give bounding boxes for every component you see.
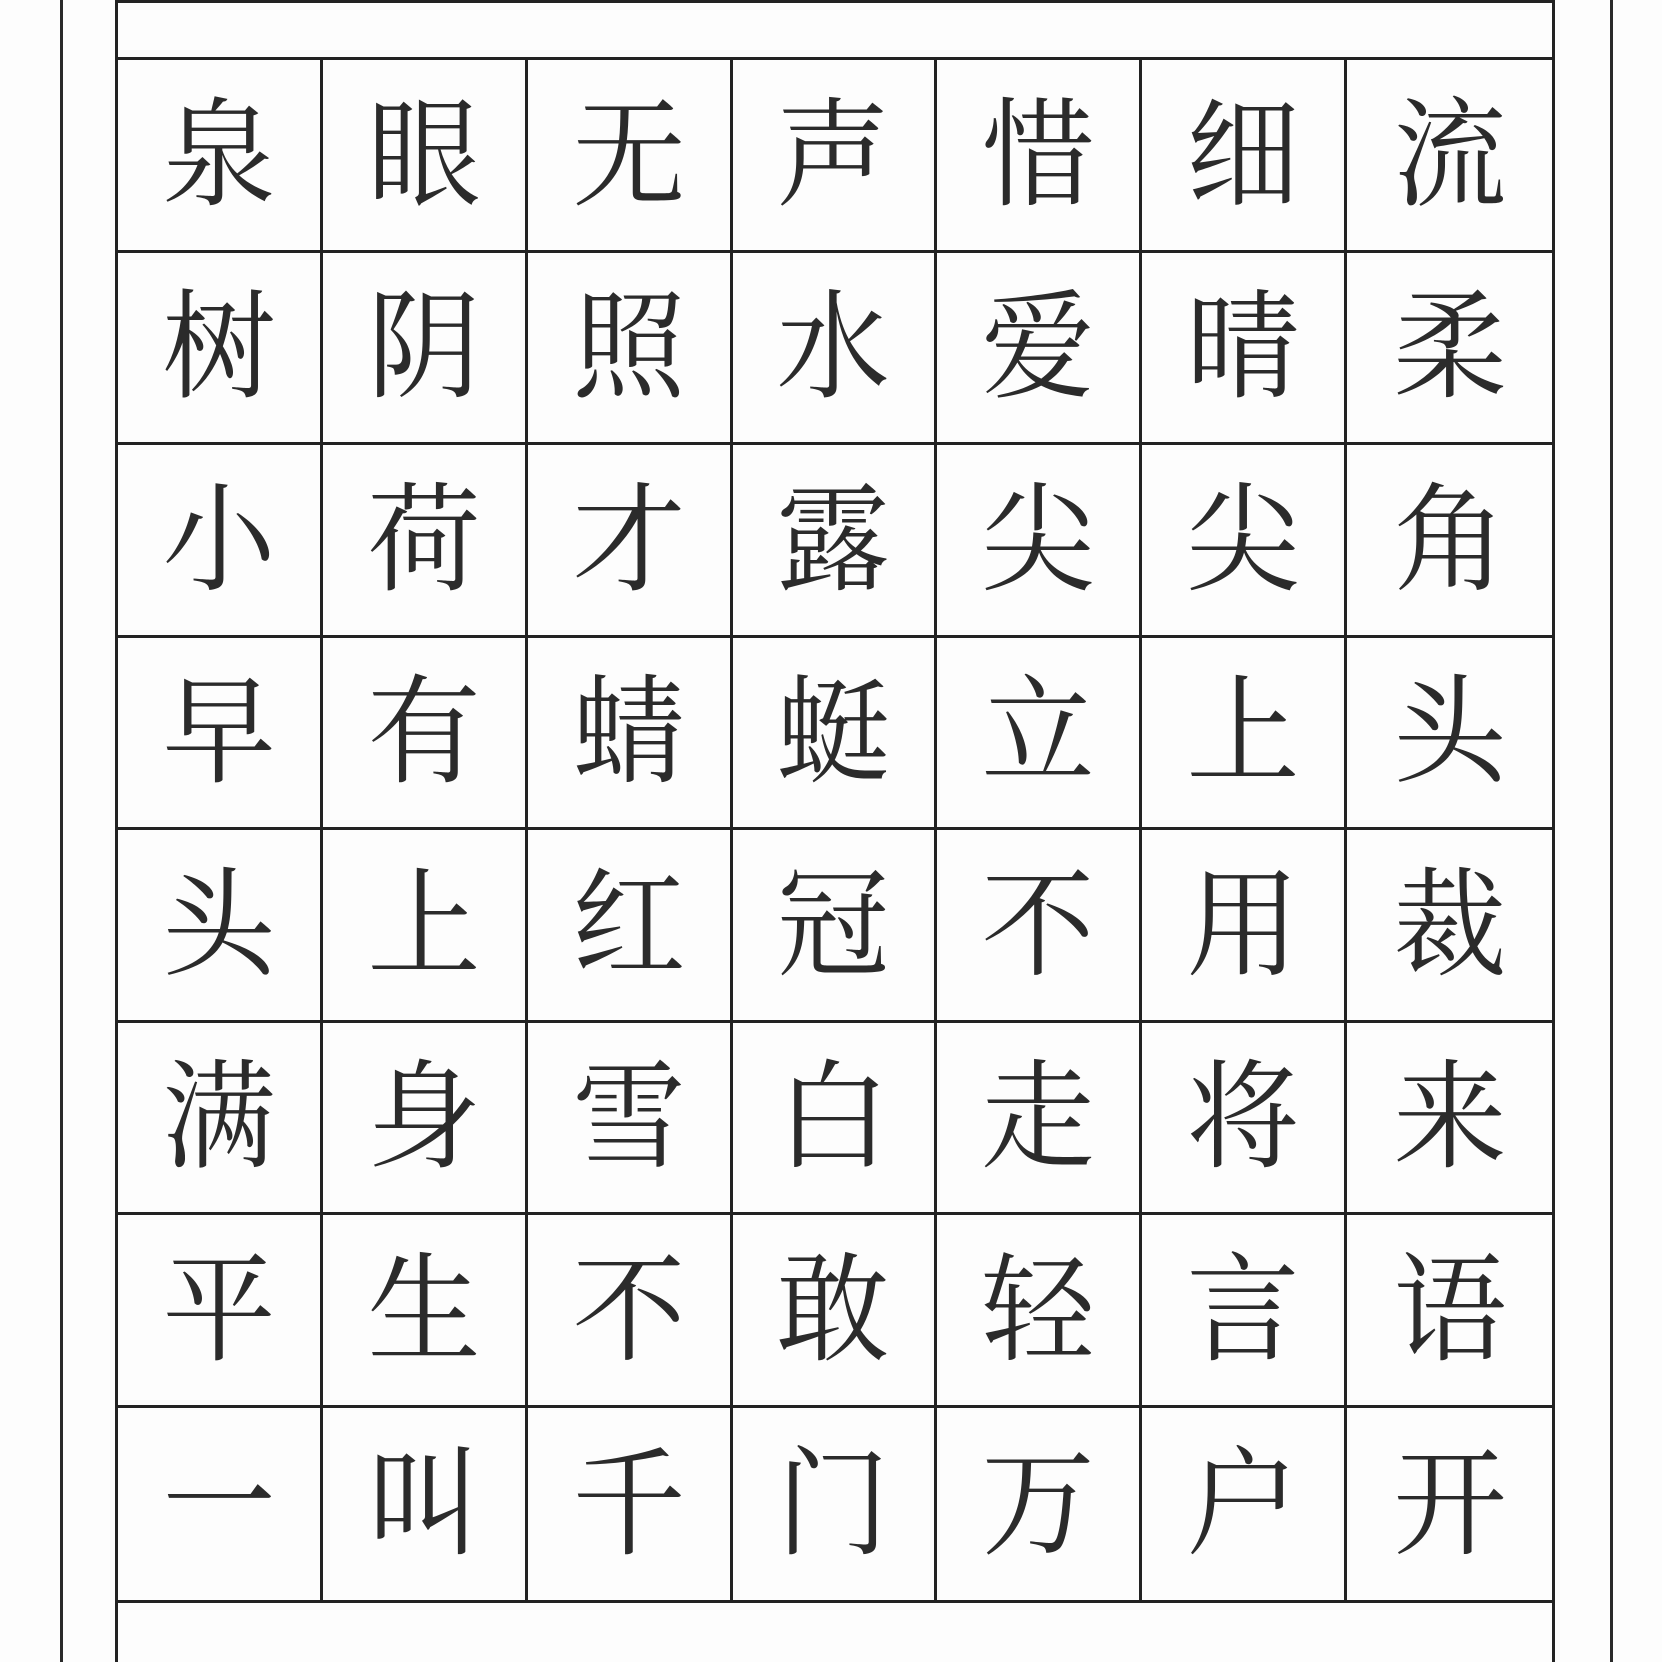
handwritten-character: 头	[162, 855, 276, 994]
grid-cell	[118, 60, 323, 253]
grid-cell	[323, 638, 528, 831]
handwritten-character: 用	[1186, 855, 1300, 994]
handwritten-character: 立	[981, 663, 1095, 802]
grid-cell	[1347, 1408, 1552, 1601]
grid-cell	[1142, 638, 1347, 831]
handwritten-character: 户	[1186, 1434, 1300, 1573]
handwritten-character: 言	[1186, 1240, 1300, 1379]
grid-cell	[1142, 1408, 1347, 1601]
grid-cell	[528, 445, 733, 638]
grid-cell	[323, 445, 528, 638]
handwritten-character: 叫	[367, 1434, 481, 1573]
handwritten-character: 开	[1392, 1434, 1507, 1573]
grid-cell	[118, 830, 323, 1023]
handwritten-character: 头	[1392, 663, 1507, 802]
grid-cell	[323, 1023, 528, 1216]
character-grid	[118, 60, 1552, 1600]
handwritten-character: 红	[571, 855, 686, 994]
handwritten-character: 千	[571, 1434, 686, 1573]
handwritten-character: 无	[571, 85, 686, 224]
handwritten-character: 尖	[981, 470, 1095, 609]
handwritten-character: 露	[776, 470, 891, 609]
handwritten-character: 裁	[1392, 855, 1507, 994]
handwritten-character: 眼	[367, 85, 481, 224]
handwritten-character: 轻	[981, 1240, 1095, 1379]
handwritten-character: 水	[776, 278, 891, 417]
handwritten-character: 声	[776, 85, 891, 224]
grid-cell	[733, 638, 938, 831]
writing-grid-sheet	[115, 0, 1555, 1662]
grid-cell	[1347, 445, 1552, 638]
handwritten-character: 白	[776, 1048, 891, 1187]
grid-cell	[937, 445, 1142, 638]
handwritten-character: 蜻	[571, 663, 686, 802]
handwritten-character: 平	[162, 1240, 276, 1379]
handwritten-character: 尖	[1186, 470, 1300, 609]
grid-cell	[118, 253, 323, 446]
handwritten-character: 上	[367, 855, 481, 994]
grid-cell	[1142, 830, 1347, 1023]
grid-cell	[733, 60, 938, 253]
grid-cell	[323, 253, 528, 446]
grid-cell	[1347, 1023, 1552, 1216]
grid-cell	[323, 830, 528, 1023]
grid-cell	[1142, 1215, 1347, 1408]
handwritten-character: 有	[367, 663, 481, 802]
grid-cell	[528, 1215, 733, 1408]
grid-cell	[937, 638, 1142, 831]
grid-cell	[323, 60, 528, 253]
handwritten-character: 身	[367, 1048, 481, 1187]
grid-cell	[937, 60, 1142, 253]
footer-band	[118, 1600, 1552, 1662]
grid-cell	[937, 1408, 1142, 1601]
handwritten-character: 晴	[1186, 278, 1300, 417]
grid-cell	[733, 1215, 938, 1408]
handwritten-character: 一	[162, 1434, 276, 1573]
grid-cell	[733, 1023, 938, 1216]
grid-cell	[528, 253, 733, 446]
page-margin-line-left	[60, 0, 63, 1662]
grid-cell	[733, 445, 938, 638]
handwritten-character: 照	[571, 278, 686, 417]
handwritten-character: 万	[981, 1434, 1095, 1573]
grid-cell	[1142, 253, 1347, 446]
grid-cell	[323, 1408, 528, 1601]
grid-cell	[528, 60, 733, 253]
handwritten-character: 细	[1186, 85, 1300, 224]
handwritten-character: 将	[1186, 1048, 1300, 1187]
grid-cell	[528, 1023, 733, 1216]
grid-cell	[733, 1408, 938, 1601]
handwritten-character: 敢	[776, 1240, 891, 1379]
grid-cell	[1347, 830, 1552, 1023]
grid-cell	[528, 638, 733, 831]
grid-cell	[323, 1215, 528, 1408]
handwritten-character: 不	[571, 1240, 686, 1379]
grid-cell	[118, 1023, 323, 1216]
handwritten-character: 流	[1392, 85, 1507, 224]
grid-cell	[1142, 60, 1347, 253]
handwritten-character: 树	[162, 278, 276, 417]
grid-cell	[118, 1215, 323, 1408]
grid-cell	[1347, 60, 1552, 253]
grid-cell	[118, 638, 323, 831]
grid-cell	[937, 253, 1142, 446]
handwritten-character: 早	[162, 663, 276, 802]
handwritten-character: 生	[367, 1240, 481, 1379]
grid-cell	[937, 830, 1142, 1023]
handwritten-character: 来	[1392, 1048, 1507, 1187]
header-band	[118, 0, 1552, 60]
grid-cell	[1347, 1215, 1552, 1408]
handwritten-character: 爱	[981, 278, 1095, 417]
grid-cell	[1142, 1023, 1347, 1216]
handwritten-character: 角	[1392, 470, 1507, 609]
page-margin-line-right	[1610, 0, 1613, 1662]
grid-cell	[118, 1408, 323, 1601]
grid-cell	[1347, 253, 1552, 446]
grid-cell	[1347, 638, 1552, 831]
grid-cell	[733, 830, 938, 1023]
handwritten-character: 雪	[571, 1048, 686, 1187]
grid-cell	[528, 830, 733, 1023]
grid-cell	[937, 1215, 1142, 1408]
handwritten-character: 蜓	[776, 663, 891, 802]
handwritten-character: 小	[162, 470, 276, 609]
handwritten-character: 门	[776, 1434, 891, 1573]
handwritten-character: 阴	[367, 278, 481, 417]
handwritten-character: 泉	[162, 85, 276, 224]
handwritten-character: 冠	[776, 855, 891, 994]
handwritten-character: 才	[571, 470, 686, 609]
handwritten-character: 惜	[981, 85, 1095, 224]
grid-cell	[118, 445, 323, 638]
handwritten-character: 柔	[1392, 278, 1507, 417]
handwritten-character: 上	[1186, 663, 1300, 802]
grid-cell	[528, 1408, 733, 1601]
grid-cell	[1142, 445, 1347, 638]
handwritten-character: 满	[162, 1048, 276, 1187]
grid-cell	[937, 1023, 1142, 1216]
handwritten-character: 走	[981, 1048, 1095, 1187]
handwritten-character: 荷	[367, 470, 481, 609]
handwritten-character: 语	[1392, 1240, 1507, 1379]
grid-cell	[733, 253, 938, 446]
handwritten-character: 不	[981, 855, 1095, 994]
